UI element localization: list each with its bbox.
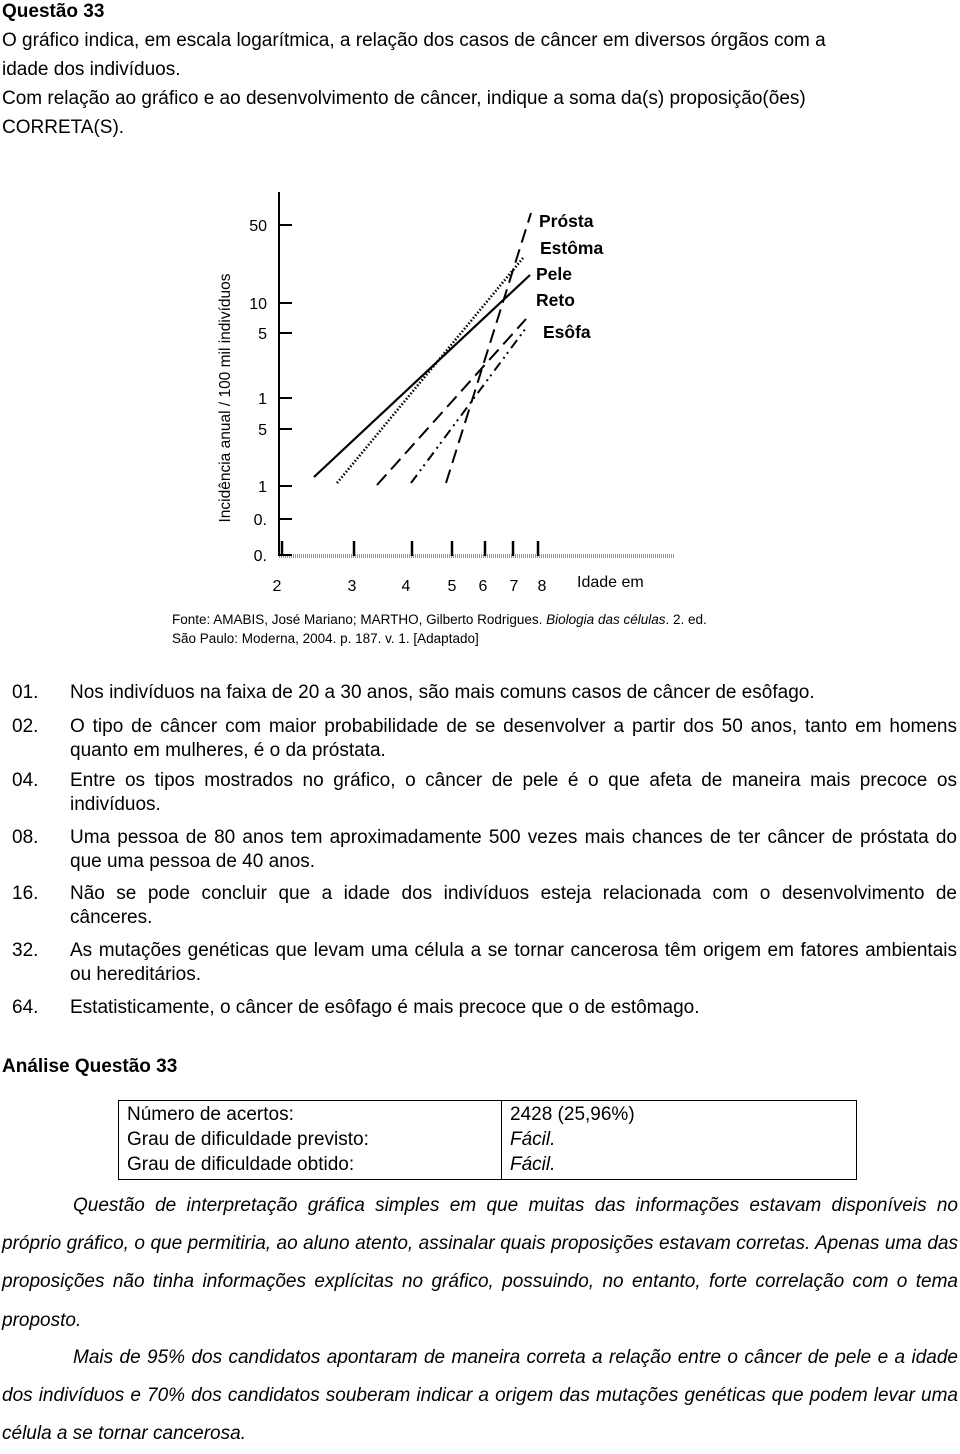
cancer-incidence-chart — [200, 185, 700, 600]
y-tick-label: 1 — [258, 391, 267, 408]
x-axis-label: Idade em — [577, 574, 644, 591]
question-intro-line: Com relação ao gráfico e ao desenvolvimento de câncer, indique a soma da(s) proposição(ões) — [2, 88, 806, 109]
x-ticks — [273, 541, 644, 595]
x-tick-label: 6 — [478, 578, 488, 595]
series-line-1 — [446, 213, 531, 483]
question-title: Questão 33 — [2, 1, 105, 22]
source-suffix: . 2. ed. São Paulo: Moderna, 2004. p. 187. v. 1. [Adaptado] — [172, 612, 707, 646]
option-text: As mutações genéticas que levam uma célula a se tornar cancerosa têm origem em fatores ambientais ou hereditários. — [70, 940, 957, 985]
legend-label: Pele — [536, 264, 572, 284]
x-tick-label: 3 — [347, 578, 357, 595]
source-prefix: Fonte: AMABIS, José Mariano; MARTHO, Gilberto Rodrigues. — [172, 612, 547, 627]
legend-label: Esôfa — [543, 322, 591, 342]
y-tick-label: 5 — [258, 422, 267, 439]
option-text: Não se pode concluir que a idade dos indivíduos esteja relacionada com o desenvolvimento de cânceres. — [70, 883, 957, 928]
option-text: Uma pessoa de 80 anos tem aproximadamente 500 vezes mais chances de ter câncer de próstata do que uma pessoa de 40 anos. — [70, 827, 957, 872]
y-tick-label: 5 — [258, 326, 267, 343]
option-text: Nos indivíduos na faixa de 20 a 30 anos, são mais comuns casos de câncer de esôfago. — [70, 682, 815, 703]
option-number: 32. — [12, 940, 39, 961]
legend — [536, 211, 603, 342]
stat-label: Grau de dificuldade previsto: — [119, 1127, 502, 1152]
y-tick-label: 10 — [249, 296, 267, 313]
table-row — [119, 1152, 857, 1180]
question-intro-line: O gráfico indica, em escala logarítmica, a relação dos casos de câncer em diversos órgãos com a — [2, 30, 826, 51]
y-tick-label: 0. — [253, 548, 267, 565]
table-row — [119, 1101, 857, 1128]
x-tick-label: 7 — [509, 578, 519, 595]
stat-value: 2428 (25,96%) — [510, 1104, 635, 1125]
analysis-stats-table — [118, 1100, 857, 1180]
x-tick-label: 4 — [401, 578, 411, 595]
x-tick-label: 2 — [272, 578, 282, 595]
question-intro-line: idade dos indivíduos. — [2, 59, 181, 80]
question-intro-line: CORRETA(S). — [2, 117, 125, 138]
option-text: Entre os tipos mostrados no gráfico, o câncer de pele é o que afeta de maneira mais precoce os indivíduos. — [70, 770, 957, 815]
y-axis-label-group — [217, 273, 234, 522]
y-tick-label: 0. — [253, 512, 267, 529]
y-tick-label: 1 — [258, 479, 267, 496]
legend-label: Estôma — [540, 238, 604, 258]
series-line-5 — [411, 328, 526, 483]
option-number: 02. — [12, 716, 39, 737]
legend-label: Prósta — [539, 211, 594, 231]
legend-label: Reto — [536, 290, 575, 310]
series-lines — [314, 213, 531, 485]
x-tick-label: 5 — [447, 578, 457, 595]
option-number: 08. — [12, 827, 39, 848]
option-number: 01. — [12, 682, 39, 703]
option-number: 16. — [12, 883, 39, 904]
analysis-title: Análise Questão 33 — [2, 1056, 178, 1077]
stat-label: Número de acertos: — [119, 1101, 502, 1128]
y-tick-label: 50 — [249, 218, 267, 235]
stat-value: Fácil. — [510, 1129, 556, 1150]
source-book: Biologia das células — [546, 612, 666, 627]
series-line-3 — [314, 275, 530, 477]
chart-source — [172, 610, 732, 648]
option-text: Estatisticamente, o câncer de esôfago é mais precoce que o de estômago. — [70, 997, 700, 1018]
y-axis-label: Incidência anual / 100 mil indivíduos — [217, 273, 234, 523]
option-number: 04. — [12, 770, 39, 791]
option-text: O tipo de câncer com maior probabilidade de se desenvolver a partir dos 50 anos, tanto em homens quanto em mulheres, é o da próstata. — [70, 716, 957, 761]
option-number: 64. — [12, 997, 39, 1018]
y-ticks — [249, 218, 292, 565]
x-tick-label: 8 — [537, 578, 547, 595]
series-line-4 — [377, 319, 526, 485]
stat-label: Grau de dificuldade obtido: — [119, 1152, 502, 1180]
stat-value: Fácil. — [510, 1154, 556, 1175]
table-row — [119, 1127, 857, 1152]
analysis-paragraph: Mais de 95% dos candidatos apontaram de maneira correta a relação entre o câncer de pele e a idade dos indivíduos e 70% dos candidatos souberam indicar a origem das mutações genéticas que podem levar uma célula a se tornar cancerosa. — [2, 1347, 958, 1445]
analysis-paragraph: Questão de interpretação gráfica simples em que muitas das informações estavam disponíveis no próprio gráfico, o que permitiria, ao aluno atento, assinalar quais proposições estavam corretas. Apenas uma das proposições não tinha informações explícitas no gráfico, possuindo, no entanto, forte correlação com o tema proposto. — [2, 1195, 958, 1331]
